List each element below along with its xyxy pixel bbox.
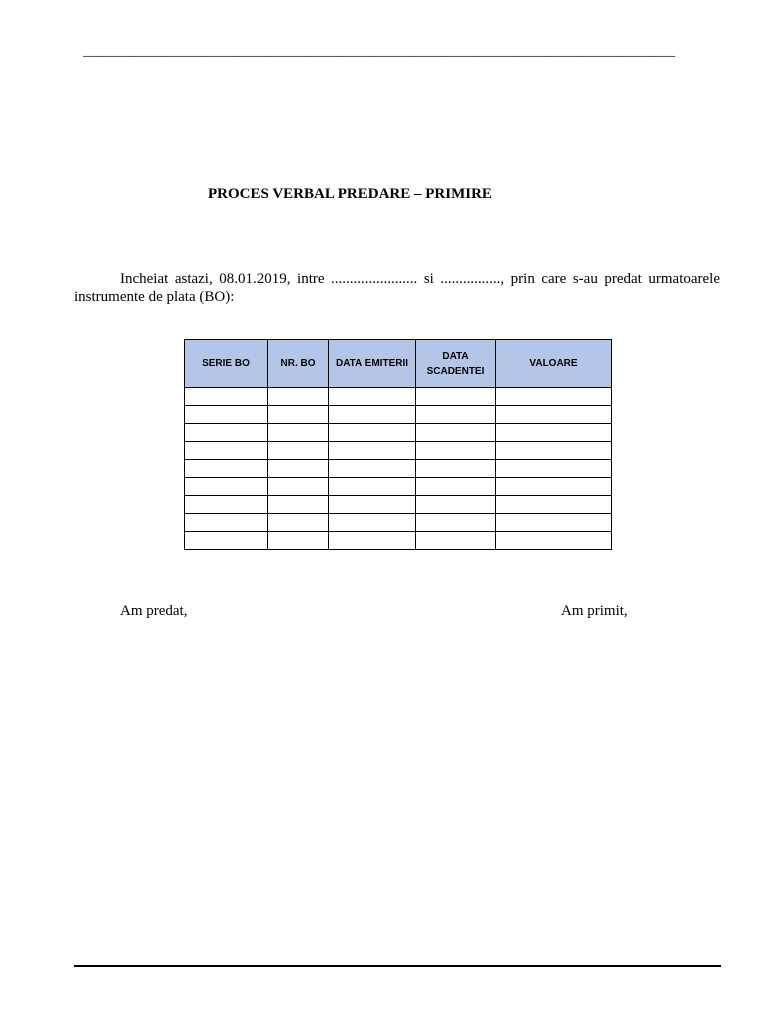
table-cell	[496, 388, 612, 406]
footer-rule	[74, 965, 721, 967]
table-row	[185, 532, 612, 550]
table-cell	[268, 388, 329, 406]
table-cell	[496, 532, 612, 550]
table-cell	[496, 442, 612, 460]
table-cell	[416, 388, 496, 406]
table-row	[185, 514, 612, 532]
table-cell	[329, 424, 416, 442]
signature-received: Am primit,	[561, 603, 628, 619]
table-cell	[185, 460, 268, 478]
table-cell	[416, 460, 496, 478]
header-valoare: VALOARE	[496, 340, 612, 388]
table-cell	[268, 514, 329, 532]
payment-instruments-table	[184, 339, 612, 550]
table-cell	[268, 496, 329, 514]
header-data-scadentei: DATA SCADENTEI	[416, 340, 496, 388]
table-cell	[268, 532, 329, 550]
header-serie-bo: SERIE BO	[185, 340, 268, 388]
intro-line-1: Incheiat astazi, 08.01.2019, intre ....................... si ................, prin care s-au predat urmatoarele	[120, 271, 720, 287]
table-cell	[416, 478, 496, 496]
table-cell	[416, 532, 496, 550]
table-cell	[268, 442, 329, 460]
table-cell	[329, 514, 416, 532]
table-cell	[185, 406, 268, 424]
table-cell	[329, 460, 416, 478]
table-cell	[185, 424, 268, 442]
table-cell	[329, 478, 416, 496]
table-row	[185, 496, 612, 514]
header-nr-bo: NR. BO	[268, 340, 329, 388]
table-cell	[416, 424, 496, 442]
table-cell	[185, 532, 268, 550]
signature-handed-over: Am predat,	[120, 603, 188, 619]
table-row	[185, 388, 612, 406]
table-cell	[496, 424, 612, 442]
table-cell	[268, 424, 329, 442]
table-cell	[496, 496, 612, 514]
table-cell	[496, 460, 612, 478]
header-data-emiterii: DATA EMITERII	[329, 340, 416, 388]
table-row	[185, 478, 612, 496]
table-cell	[416, 406, 496, 424]
table-row	[185, 460, 612, 478]
table-cell	[185, 478, 268, 496]
table-body	[185, 388, 612, 550]
header-rule: ___________________________________________________________________________________________	[83, 44, 675, 59]
table-cell	[329, 532, 416, 550]
table-cell	[496, 406, 612, 424]
table-cell	[185, 514, 268, 532]
table-cell	[329, 496, 416, 514]
table-cell	[496, 478, 612, 496]
table-cell	[185, 496, 268, 514]
table-row	[185, 406, 612, 424]
table-header-row	[185, 340, 612, 388]
table-row	[185, 442, 612, 460]
table-cell	[416, 496, 496, 514]
table-cell	[268, 406, 329, 424]
document-title: PROCES VERBAL PREDARE – PRIMIRE	[208, 186, 492, 202]
table-cell	[185, 442, 268, 460]
intro-paragraph	[74, 270, 720, 306]
table-cell	[268, 478, 329, 496]
table-cell	[329, 406, 416, 424]
table-row	[185, 424, 612, 442]
table-cell	[329, 442, 416, 460]
table-cell	[329, 388, 416, 406]
table-cell	[416, 442, 496, 460]
intro-line-2: instrumente de plata (BO):	[74, 289, 235, 305]
table-cell	[496, 514, 612, 532]
table-cell	[416, 514, 496, 532]
table-cell	[268, 460, 329, 478]
table-cell	[185, 388, 268, 406]
